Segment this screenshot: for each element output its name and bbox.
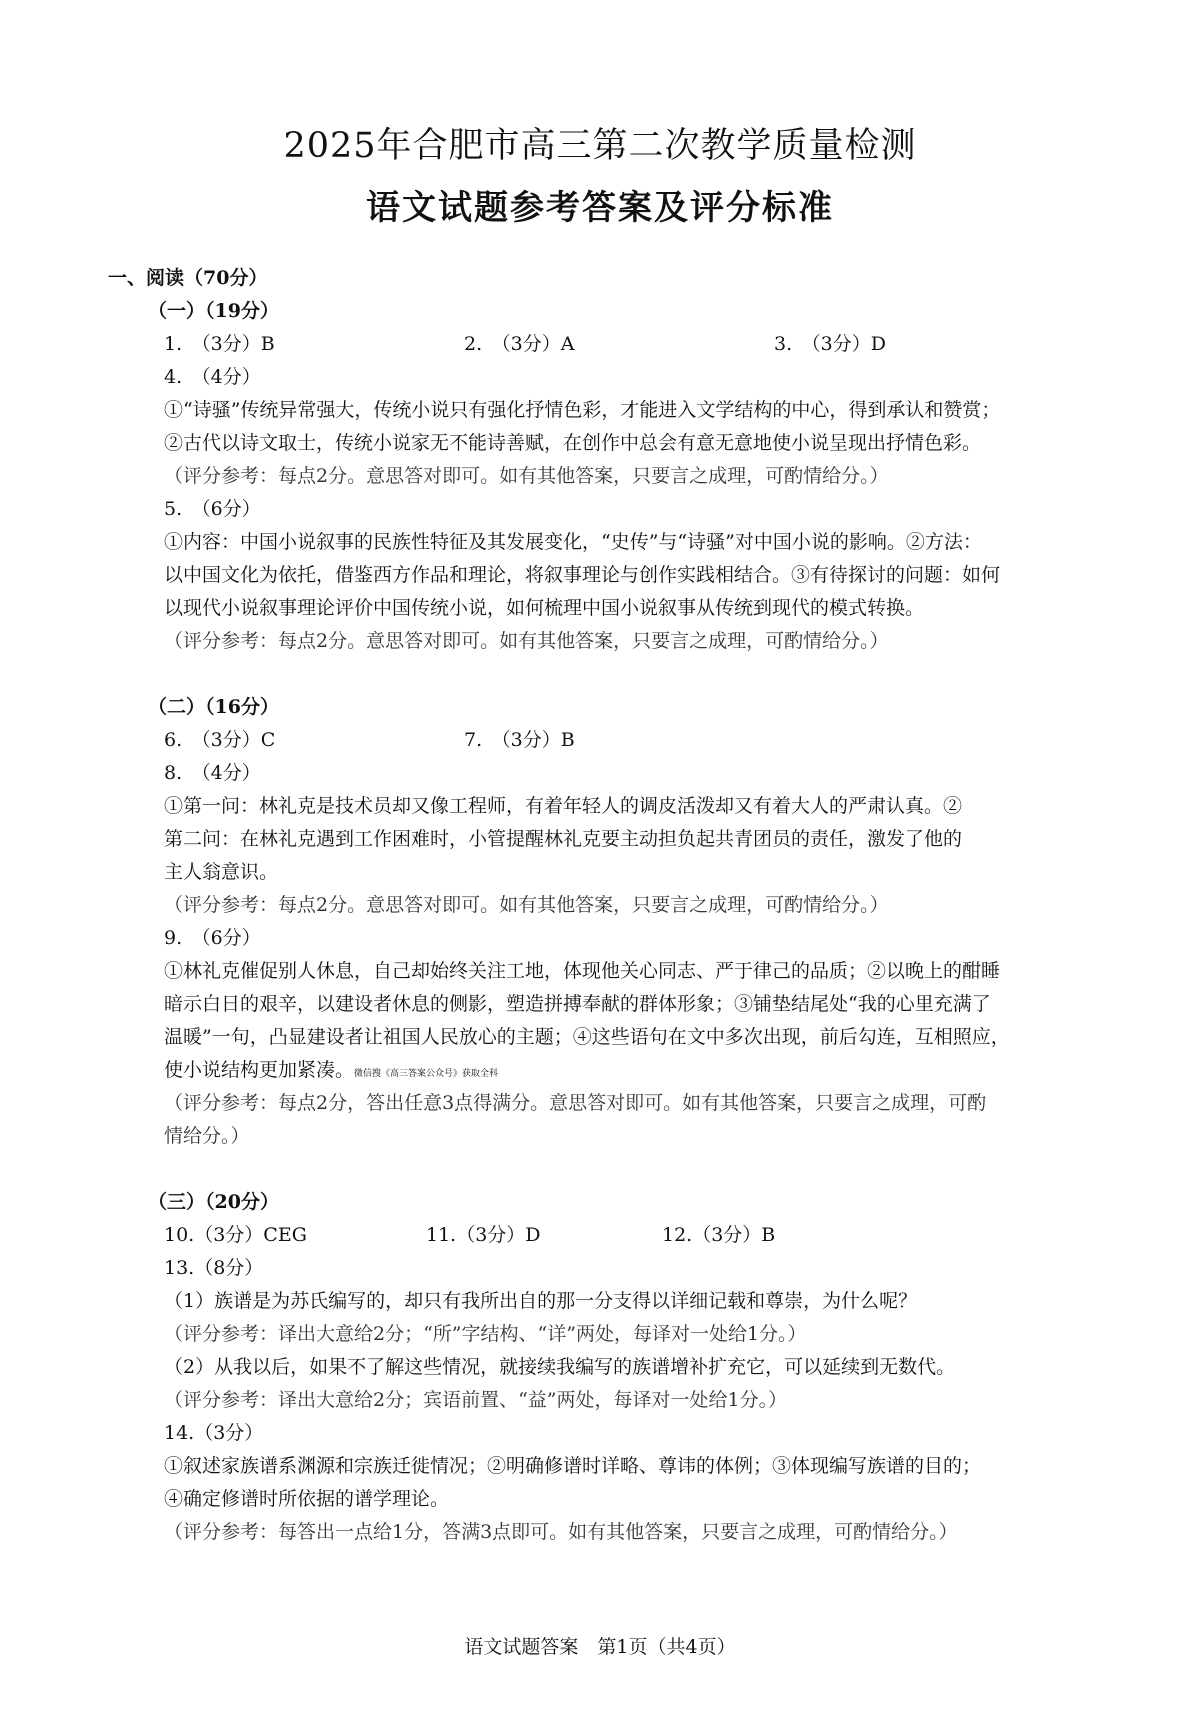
part1-mc-answers — [164, 328, 1138, 361]
part2-mc-answers — [164, 724, 1138, 757]
part3-heading: （三）（20分） — [148, 1191, 279, 1213]
scoring-note: （评分参考：每点2分。意思答对即可。如有其他答案，只要言之成理，可酌情给分。） — [164, 894, 889, 916]
answer-q8-text: 主人翁意识。 — [164, 861, 279, 883]
answer-q5-label: 5. （6分） — [164, 498, 261, 520]
answer-content — [108, 262, 1138, 1549]
section-heading-reading: 一、阅读（70分） — [108, 267, 268, 289]
document-subtitle: 语文试题参考答案及评分标准 — [366, 188, 834, 228]
answer-q11: 11.（3分）D — [426, 1224, 541, 1246]
answer-q8-text: 第二问：在林礼克遇到工作困难时，小管提醒林礼克要主动担负起共青团员的责任，激发了他的 — [164, 828, 963, 850]
part2-heading: （二）（16分） — [148, 696, 279, 718]
answer-q9-label: 9. （6分） — [164, 927, 261, 949]
answer-q12: 12.（3分）B — [662, 1224, 776, 1246]
answer-q13-label: 13.（8分） — [164, 1257, 264, 1279]
scoring-note: （评分参考：每点2分，答出任意3点得满分。意思答对即可。如有其他答案，只要言之成理，可酌 — [164, 1092, 987, 1114]
scoring-note: （评分参考：译出大意给2分；宾语前置、“益”两处，每译对一处给1分。） — [164, 1389, 788, 1411]
part3-mc-answers — [164, 1219, 1138, 1252]
answer-q14-text: ①叙述家族谱系渊源和宗族迁徙情况；②明确修谱时详略、尊讳的体例；③体现编写族谱的目的； — [164, 1455, 982, 1477]
answer-q9-text: 暗示白日的艰辛，以建设者休息的侧影，塑造拼搏奉献的群体形象；③铺垫结尾处“我的心里充满了 — [164, 993, 991, 1015]
answer-q5-text: 以现代小说叙事理论评价中国传统小说，如何梳理中国小说叙事从传统到现代的模式转换。 — [164, 597, 925, 619]
answer-q5-text: 以中国文化为依托，借鉴西方作品和理论，将叙事理论与创作实践相结合。③有待探讨的问题：如何 — [164, 564, 1001, 586]
document-title: 2025年合肥市高三第二次教学质量检测 — [283, 126, 917, 166]
answer-q10: 10.（3分）CEG — [164, 1224, 307, 1246]
scoring-note: （评分参考：每答出一点给1分，答满3点即可。如有其他答案，只要言之成理，可酌情给分。） — [164, 1521, 958, 1543]
watermark-text: 微信搜《高三答案公众号》获取全科 — [354, 1069, 499, 1079]
answer-q14-text: ④确定修谱时所依据的谱学理论。 — [164, 1488, 450, 1510]
answer-q4-text: ①“诗骚”传统异常强大，传统小说只有强化抒情色彩，才能进入文学结构的中心，得到承认和赞赏； — [164, 399, 1001, 421]
answer-q9-text-end: 使小说结构更加紧凑。 — [164, 1059, 355, 1081]
answer-q1: 1. （3分）B — [164, 333, 275, 355]
answer-q9-text: ①林礼克催促别人休息，自己却始终关注工地，体现他关心同志、严于律己的品质；②以晚上的酣睡 — [164, 960, 1001, 982]
answer-q14-label: 14.（3分） — [164, 1422, 264, 1444]
scoring-note: （评分参考：译出大意给2分；“所”字结构、“详”两处，每译对一处给1分。） — [164, 1323, 807, 1345]
answer-q4-text: ②古代以诗文取士，传统小说家无不能诗善赋，在创作中总会有意无意地使小说呈现出抒情色彩。 — [164, 432, 982, 454]
answer-q2: 2. （3分）A — [464, 333, 575, 355]
answer-q13-2: （2）从我以后，如果不了解这些情况，就接续我编写的族谱增补扩充它，可以延续到无数代。 — [164, 1356, 956, 1378]
scoring-note: 情给分。） — [164, 1125, 250, 1147]
answer-q9-text: 温暖”一句，凸显建设者让祖国人民放心的主题；④这些语句在文中多次出现，前后勾连，互相照应， — [164, 1026, 1010, 1048]
answer-q8-label: 8. （4分） — [164, 762, 261, 784]
answer-q13-1: （1）族谱是为苏氏编写的，却只有我所出自的那一分支得以详细记载和尊崇，为什么呢？ — [164, 1290, 918, 1312]
answer-q4-label: 4. （4分） — [164, 366, 261, 388]
answer-q9-text — [164, 1054, 1138, 1087]
answer-q7: 7. （3分）B — [464, 729, 575, 751]
page-footer: 语文试题答案 第1页（共4页） — [464, 1636, 736, 1658]
scoring-note: （评分参考：每点2分。意思答对即可。如有其他答案，只要言之成理，可酌情给分。） — [164, 630, 889, 652]
part1-heading: （一）（19分） — [148, 300, 279, 322]
answer-q5-text: ①内容：中国小说叙事的民族性特征及其发展变化，“史传”与“诗骚”对中国小说的影响。②方法： — [164, 531, 982, 553]
answer-q8-text: ①第一问：林礼克是技术员却又像工程师，有着年轻人的调皮活泼却又有着大人的严肃认真。② — [164, 795, 963, 817]
answer-q3: 3. （3分）D — [774, 333, 886, 355]
scoring-note: （评分参考：每点2分。意思答对即可。如有其他答案，只要言之成理，可酌情给分。） — [164, 465, 889, 487]
answer-q6: 6. （3分）C — [164, 729, 276, 751]
